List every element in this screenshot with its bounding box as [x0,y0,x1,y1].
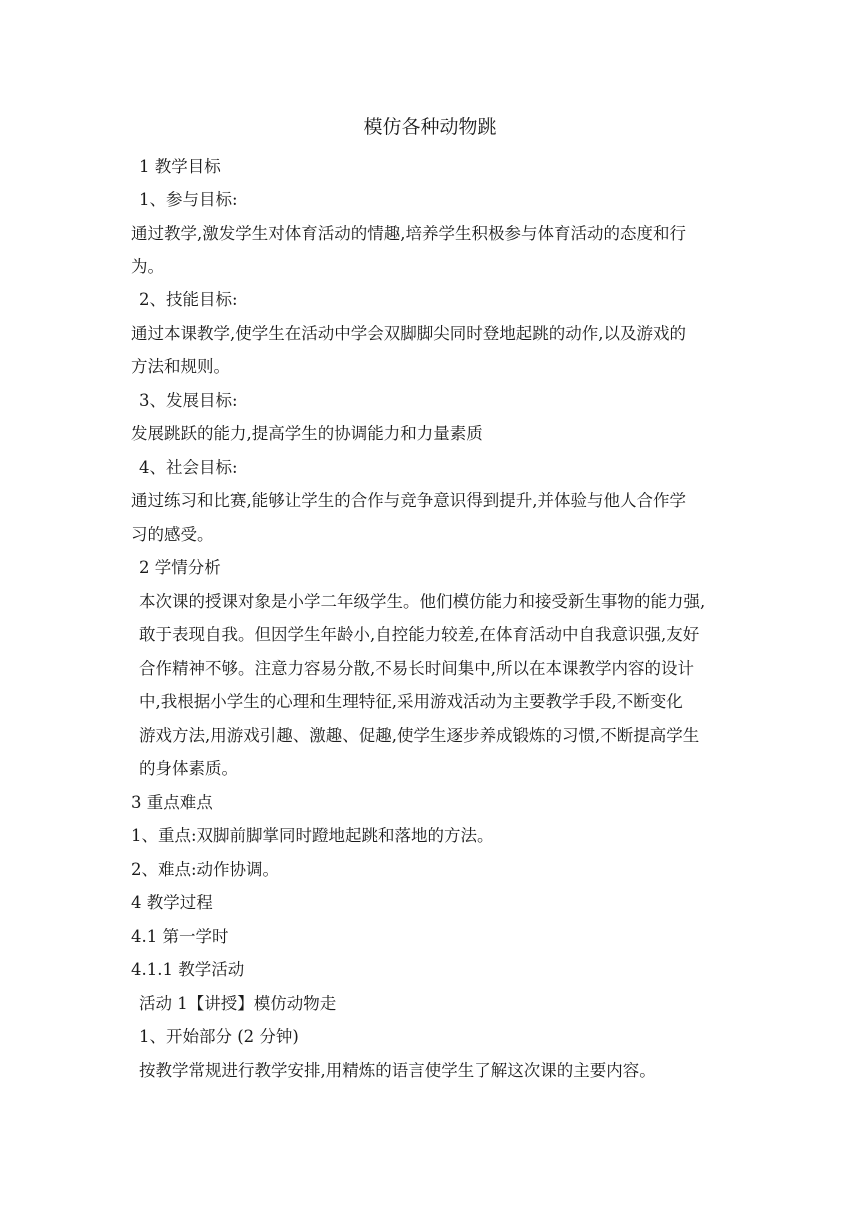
paragraph-line: 的身体素质。 [139,759,238,778]
paragraph-line: 敢于表现自我。但因学生年龄小,自控能力较差,在体育活动中自我意识强,友好 [139,625,700,644]
section-heading-objectives: 1 教学目标 [139,157,221,176]
paragraph-line: 为。 [131,257,164,276]
paragraph-line: 游戏方法,用游戏引趣、激趣、促趣,使学生逐步养成锻炼的习惯,不断提高学生 [139,726,700,745]
paragraph-line: 2、难点:动作协调。 [131,860,280,879]
paragraph-line: 通过练习和比赛,能够让学生的合作与竞争意识得到提升,并体验与他人合作学 [131,491,686,510]
paragraph-line: 方法和规则。 [131,357,230,376]
section-heading-key-points: 3 重点难点 [131,793,213,812]
subheading-activities: 4.1.1 教学活动 [131,960,245,979]
paragraph-line: 通过教学,激发学生对体育活动的情趣,培养学生积极参与体育活动的态度和行 [131,224,686,243]
subheading-social: 4、社会目标: [139,458,238,477]
paragraph-line: 习的感受。 [131,525,214,544]
paragraph-line: 中,我根据小学生的心理和生理特征,采用游戏活动为主要教学手段,不断变化 [139,692,683,711]
section-heading-process: 4 教学过程 [131,893,213,912]
subheading-skill: 2、技能目标: [139,290,238,309]
subheading-opening: 1、开始部分 (2 分钟) [139,1027,299,1046]
paragraph-line: 本次课的授课对象是小学二年级学生。他们模仿能力和接受新生事物的能力强, [139,592,706,611]
paragraph-line: 1、重点:双脚前脚掌同时蹬地起跳和落地的方法。 [131,826,494,845]
paragraph-line: 合作精神不够。注意力容易分散,不易长时间集中,所以在本课教学内容的设计 [139,659,694,678]
subheading-development: 3、发展目标: [139,391,238,410]
paragraph-line: 按教学常规进行教学安排,用精炼的语言使学生了解这次课的主要内容。 [139,1061,656,1080]
paragraph-line: 发展跳跃的能力,提高学生的协调能力和力量素质 [131,424,483,443]
subheading-participation: 1、参与目标: [139,190,238,209]
section-heading-analysis: 2 学情分析 [139,558,221,577]
subheading-first-period: 4.1 第一学时 [131,927,229,946]
activity-heading: 活动 1【讲授】模仿动物走 [139,994,337,1013]
paragraph-line: 通过本课教学,使学生在活动中学会双脚脚尖同时登地起跳的动作,以及游戏的 [131,324,686,343]
document-title: 模仿各种动物跳 [363,116,497,138]
